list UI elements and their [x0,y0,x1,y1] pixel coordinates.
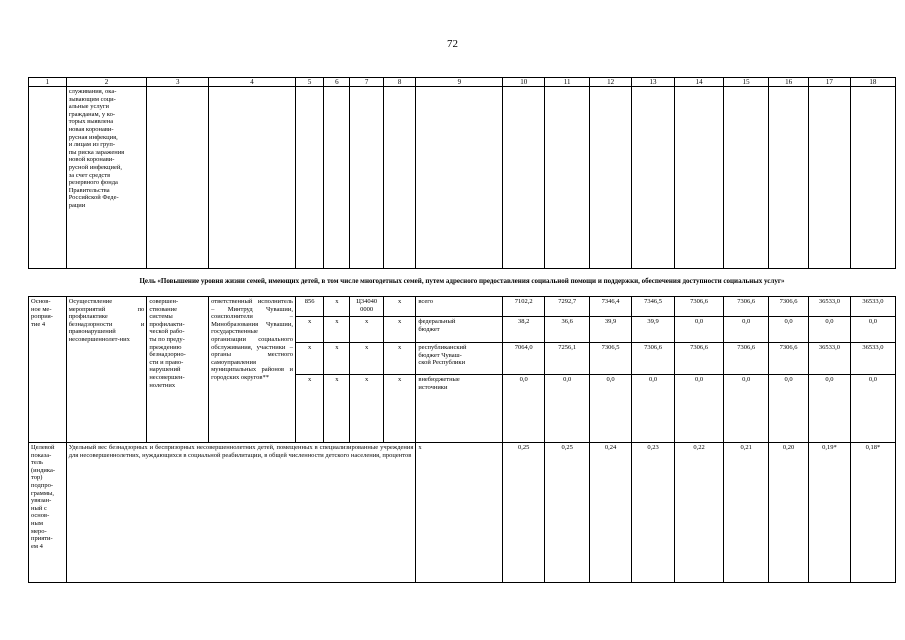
column-number: 1 [29,78,67,87]
continuation-text: служивания, ока- зывающим соци- альные услуги гражданам, у ко- торых выявлена новая коронави- русная инфекция, и лицам из груп- пы риска заражения новой коронави- русной инфекцией, за счет средств резервного фонда Правительства Российской Феде- рации [66,87,147,269]
funding-value: 7306,6 [674,297,723,317]
funding-value: 39,9 [632,317,675,343]
budget-code-c7: Ц34040 0000 [350,297,384,317]
event-type: Основ- ное ме- роприя- тие 4 [29,297,67,443]
funding-value: 7306,6 [769,297,809,317]
funding-value: 36533,0 [808,297,850,317]
budget-code-c5: 856 [295,297,323,317]
column-number-row [29,78,896,87]
indicator-value: 0,18* [850,443,895,583]
funding-value: 36,6 [545,317,590,343]
funding-value: 7306,6 [724,343,769,375]
continuation-row [29,87,896,269]
column-number: 6 [324,78,350,87]
funding-value: 0,0 [674,317,723,343]
event-name: Осуществление мероприятий по профилактике безнадзорности и правонарушений несовершеннолет-них [66,297,147,443]
funding-value: 0,0 [503,375,545,443]
column-number: 7 [350,78,384,87]
budget-code-c6: x [324,297,350,317]
budget-code-c5: x [295,343,323,375]
indicator-value: 0,20 [769,443,809,583]
event-executors: ответственный исполнитель – Минтруд Чувашии, соисполнители – Минобразования Чувашии, государственные организации социального обслуживания, участники – органы местного самоуправления муниципальных районов и городских округов** [209,297,296,443]
funding-value: 0,0 [808,317,850,343]
budget-code-c7: x [350,317,384,343]
column-number: 12 [590,78,632,87]
event-table [28,296,896,583]
indicator-value: 0,24 [590,443,632,583]
indicator-value: 0,22 [674,443,723,583]
funding-value: 7292,7 [545,297,590,317]
page-number: 72 [447,38,458,50]
funding-value: 0,0 [590,375,632,443]
column-number: 17 [808,78,850,87]
continuation-table [28,77,896,269]
funding-source: федеральный бюджет [416,317,503,343]
column-number: 14 [674,78,723,87]
budget-code-c6: x [324,375,350,443]
funding-value: 7306,6 [769,343,809,375]
indicator-value: 0,25 [503,443,545,583]
column-number: 4 [209,78,296,87]
funding-source: внебюджетные источники [416,375,503,443]
indicator-c9: x [416,443,503,583]
column-number: 2 [66,78,147,87]
funding-value: 0,0 [632,375,675,443]
funding-source: всего [416,297,503,317]
funding-value: 39,9 [590,317,632,343]
goal-heading: Цель «Повышение уровня жизни семей, имеющих детей, в том числе многодетных семей, путем адресного предоставления социальной помощи и поддержки, обеспечения доступности социальных услуг» [139,277,785,285]
funding-value: 0,0 [724,317,769,343]
funding-value: 7256,1 [545,343,590,375]
budget-code-c7: x [350,375,384,443]
funding-value: 7346,4 [590,297,632,317]
funding-value: 7306,5 [590,343,632,375]
budget-code-c8: x [383,297,415,317]
funding-value: 0,0 [850,375,895,443]
funding-value: 38,2 [503,317,545,343]
event-goal: совершен- ствование системы профилакти- ческой рабо- ты по преду- преждению безнадзорно- сти и право- нарушений несовершен- нолетних [147,297,209,443]
indicator-text: Удельный вес безнадзорных и беспризорных несовершеннолетних детей, помещенных в специализированные учреждения для несовершеннолетних, нуждающихся в социальной реабилитации, в общей численности детского населения, процентов [66,443,416,583]
indicator-value: 0,23 [632,443,675,583]
indicator-value: 0,19* [808,443,850,583]
funding-row [29,297,896,317]
funding-value: 0,0 [724,375,769,443]
funding-value: 36533,0 [850,297,895,317]
column-number: 15 [724,78,769,87]
funding-value: 0,0 [769,317,809,343]
budget-code-c6: x [324,343,350,375]
column-number: 16 [769,78,809,87]
funding-value: 7346,5 [632,297,675,317]
funding-value: 7306,6 [724,297,769,317]
funding-value: 7306,6 [632,343,675,375]
column-number: 3 [147,78,209,87]
budget-code-c8: x [383,317,415,343]
column-number: 9 [416,78,503,87]
column-number: 11 [545,78,590,87]
funding-value: 0,0 [850,317,895,343]
budget-code-c5: x [295,317,323,343]
funding-value: 36533,0 [850,343,895,375]
funding-value: 7064,0 [503,343,545,375]
funding-source: республиканский бюджет Чуваш- ской Республики [416,343,503,375]
column-number: 10 [503,78,545,87]
column-number: 5 [295,78,323,87]
funding-value: 0,0 [769,375,809,443]
budget-code-c8: x [383,343,415,375]
budget-code-c7: x [350,343,384,375]
funding-value: 0,0 [545,375,590,443]
column-number: 18 [850,78,895,87]
funding-value: 0,0 [674,375,723,443]
funding-value: 0,0 [808,375,850,443]
column-number: 8 [383,78,415,87]
column-number: 13 [632,78,675,87]
budget-code-c6: x [324,317,350,343]
funding-value: 7102,2 [503,297,545,317]
indicator-value: 0,21 [724,443,769,583]
indicator-value: 0,25 [545,443,590,583]
budget-code-c8: x [383,375,415,443]
indicator-label: Целевой показа- тель (индика- тор) подпро- граммы, увязан- ный с основ- ным меро- прияти- ем 4 [29,443,67,583]
funding-value: 36533,0 [808,343,850,375]
budget-code-c5: x [295,375,323,443]
indicator-row [29,443,896,583]
funding-value: 7306,6 [674,343,723,375]
